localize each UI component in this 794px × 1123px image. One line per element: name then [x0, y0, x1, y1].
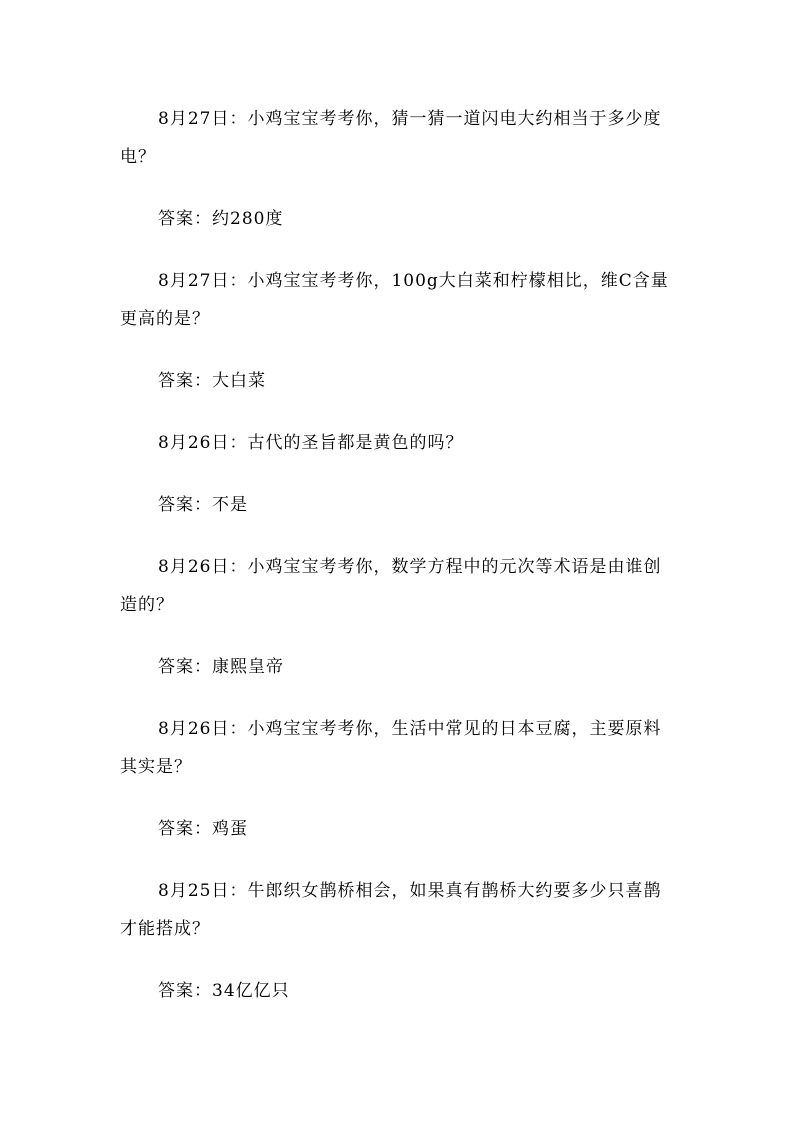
answer-paragraph: 答案：康熙皇帝 [158, 657, 284, 677]
question-paragraph: 8月26日：小鸡宝宝考考你，数学方程中的元次等术语是由谁创造的？ [120, 557, 662, 615]
answer-paragraph: 答案：鸡蛋 [158, 819, 248, 839]
qa-list [120, 100, 676, 1034]
question-paragraph: 8月25日：牛郎织女鹊桥相会，如果真有鹊桥大约要多少只喜鹊才能搭成？ [120, 881, 662, 939]
question-paragraph: 8月26日：古代的圣旨都是黄色的吗？ [158, 433, 464, 453]
question-paragraph: 8月26日：小鸡宝宝考考你，生活中常见的日本豆腐，主要原料其实是？ [120, 719, 662, 777]
question-paragraph: 8月27日：小鸡宝宝考考你，100g大白菜和柠檬相比，维C含量更高的是？ [120, 271, 669, 329]
question-paragraph: 8月27日：小鸡宝宝考考你，猜一猜一道闪电大约相当于多少度电？ [120, 109, 662, 167]
answer-paragraph: 答案：约280度 [158, 209, 284, 229]
answer-paragraph: 答案：不是 [158, 495, 248, 515]
answer-paragraph: 答案：大白菜 [158, 371, 266, 391]
answer-paragraph: 答案：34亿亿只 [158, 981, 290, 1001]
